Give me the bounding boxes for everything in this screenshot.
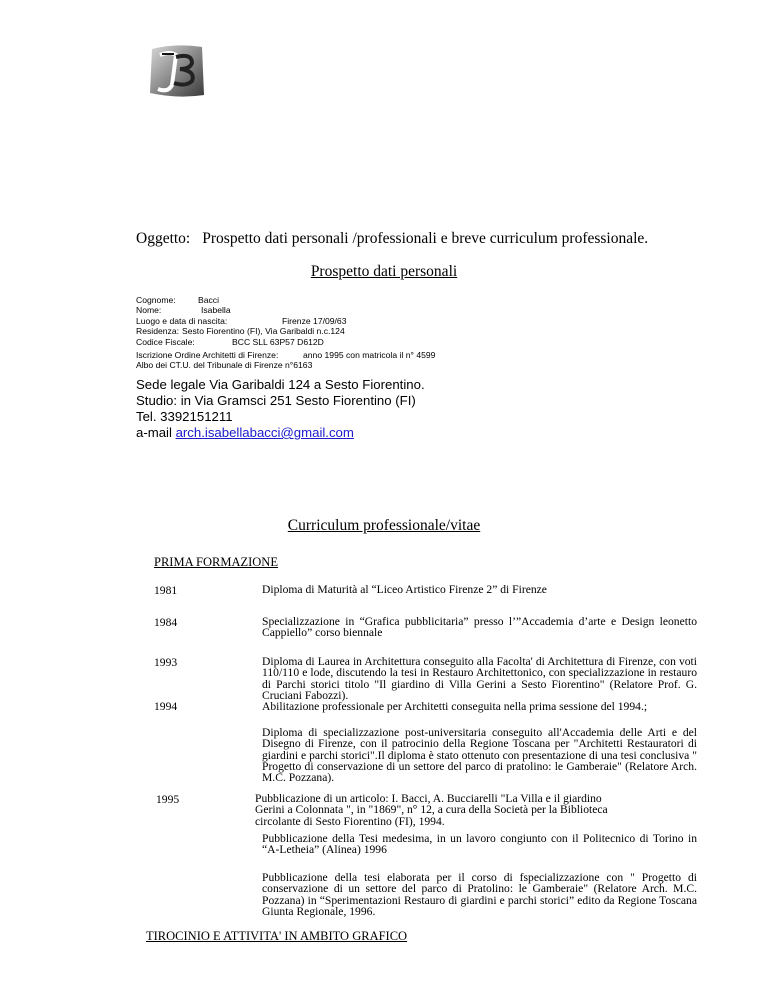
logo <box>146 41 208 101</box>
personal-data: Cognome: Bacci Nome: Isabella Luogo e data di nascita: Firenze 17/09/63 Residenza: Sesto Fiorentino (FI), Via Garibaldi n.c.124 Codice Fiscale: BCC SLL 63P57 D612D <box>136 295 347 347</box>
entry-year: 1984 <box>154 616 178 629</box>
subject-text: Prospetto dati personali /professionali e breve curriculum professionale. <box>202 230 649 247</box>
section-tirocinio: TIROCINIO E ATTIVITA' IN AMBITO GRAFICO <box>146 929 408 943</box>
cognome-value: Bacci <box>198 295 220 305</box>
subject-label: Oggetto: <box>136 230 191 247</box>
email-link[interactable]: arch.isabellabacci@gmail.com <box>175 425 354 440</box>
entry-text: Abilitazione professionale per Architetti conseguita nella prima sessione del 1994.; <box>262 700 648 713</box>
entry-text: Diploma di Laurea in Architettura conseguito alla Facolta' di Architettura di Firenze, con voti 110/110 e lode, discutendo la tesi in Restauro Architettonico, con specializzazione in restauro di Parchi storici titolo "Il giardino di Villa Gerini a Sesto Fiorentino" (Relatore Prof. G. Cruciani Fabozzi). <box>262 655 697 702</box>
albo-value: Albo dei CT.U. del Tribunale di Firenze n°6163 <box>136 360 313 371</box>
subject-line <box>136 230 648 248</box>
entry-year: 1994 <box>154 700 178 713</box>
entry-year: 1993 <box>154 656 178 669</box>
nome-value: Isabella <box>201 305 231 316</box>
entry-text: Pubblicazione di un articolo: I. Bacci, A. Bucciarelli "La Villa e il giardino Gerini a Colonnata ", in "1869", n° 12, a cura della Società per la Biblioteca circolante di Sesto Fiorentino (FI), 1994. <box>255 792 608 828</box>
registration-data: Iscrizione Ordine Architetti di Firenze: anno 1995 con matricola il n° 4599 Albo dei CT.U. del Tribunale di Firenze n°6163 <box>136 350 436 371</box>
personal-data-title: Prospetto dati personali <box>310 263 458 280</box>
cv-title: Curriculum professionale/vitae <box>287 517 481 534</box>
residenza-value: Sesto Fiorentino (FI), Via Garibaldi n.c.124 <box>182 326 345 337</box>
entry-text: Diploma di Maturità al “Liceo Artistico Firenze 2” di Firenze <box>262 583 547 596</box>
entry-text: Diploma di specializzazione post-universitaria conseguito all'Accademia delle Arti e del Disegno di Firenze, con il patrocinio della Regione Toscana per "Architetti Restauratori di giardini e parchi storici".Il diploma è stato ottenuto con presentazione di una tesi conclusiva " Progetto di conservazione di un settore del parco di pratolino: le Gamberaie" (Relatore Arch. M.C. Pozzana). <box>262 726 697 785</box>
section-prima-formazione: PRIMA FORMAZIONE <box>154 555 278 569</box>
email-label: a-mail <box>136 425 176 440</box>
entry-text: Specializzazione in “Grafica pubblicitaria” presso l’”Accademia d’arte e Design leonetto Cappiello” corso biennale <box>262 615 697 640</box>
contact-block <box>136 377 425 441</box>
ordine-value: anno 1995 con matricola il n° 4599 <box>303 350 436 360</box>
sede-line: Sede legale Via Garibaldi 124 a Sesto Fiorentino. <box>136 377 425 392</box>
entry-text: Pubblicazione della tesi elaborata per il corso di fspecializzazione con " Progetto di conservazione di un settore del parco di Pratolino: le Gamberaie" (Relatore Arch. M.C. Pozzana) in “Sperimentazioni Restauro di giardini e parchi storici” edito da Regione Toscana Giunta Regionale, 1996. <box>262 871 697 918</box>
studio-line: Studio: in Via Gramsci 251 Sesto Fiorentino (FI) <box>136 393 416 408</box>
entry-year: 1981 <box>154 584 178 597</box>
tel-line: Tel. 3392151211 <box>136 409 233 424</box>
entry-year: 1995 <box>156 793 180 806</box>
cf-value: BCC SLL 63P57 D612D <box>232 336 324 347</box>
nascita-value: Firenze 17/09/63 <box>282 315 347 326</box>
entry-text: Pubblicazione della Tesi medesima, in un lavoro congiunto con il Politecnico di Torino in “A-Letheia” (Alinea) 1996 <box>262 832 697 857</box>
